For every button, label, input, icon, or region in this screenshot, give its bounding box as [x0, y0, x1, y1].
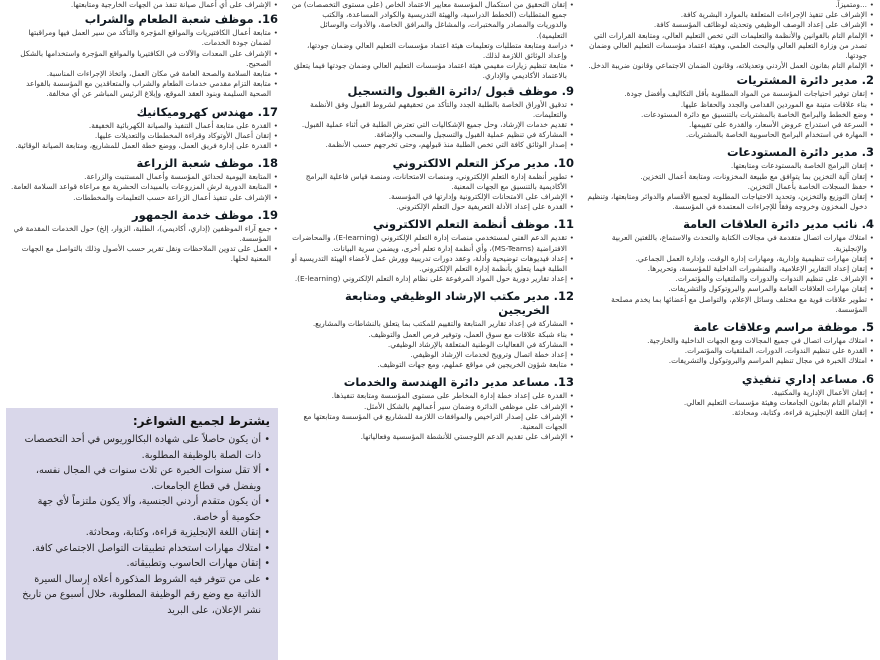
job-number: 5. — [861, 320, 874, 335]
duty-item: • القدرة على تنظيم الندوات، الدورات، الملتقيات والمؤتمرات. — [586, 346, 874, 356]
duty-item: • الإشراف على موظفي الدائرة وضمان سير أعمالهم بالشكل الأمثل. — [290, 402, 574, 412]
job-number: 16. — [257, 12, 278, 27]
duty-item: • تقديم الدعم الفني لمستخدمي منصات إدارة التعلم الإلكتروني (E-learning)، والمحاضرات الافتراضية (MS-Teams)، وأي أنظمة إدارة تعلم أخرى، ويضمن سرية البيانات. — [290, 233, 574, 253]
job-title: مدير دائرة المستودعات — [727, 145, 858, 160]
duty-item: • إتقان البرامج الخاصة بالمستودعات ومتابعتها. — [586, 161, 874, 171]
job-number: 17. — [257, 104, 278, 119]
duty-item: • الإشراف على أي أعمال صيانة تنفذ من الجهات الخارجية ومتابعتها. — [6, 0, 278, 10]
duty-item: • متابعة السلامة والصحة العامة في مكان العمل، واتخاذ الإجراءات المناسبة. — [6, 69, 278, 79]
job-title: مساعد إداري تنفيذي — [741, 371, 858, 386]
job-number: 11. — [553, 217, 574, 232]
column-middle — [284, 0, 580, 660]
job-section-3 — [586, 145, 874, 212]
job-title: موظفة مراسم وعلاقات عامة — [693, 320, 858, 335]
duty-item: • متابعة تنظيم زيارات مقيمي هيئة اعتماد مؤسسات التعليم العالي وضمان جودتها فيما يتعلق بالاعتماد الأكاديمي والإداري. — [290, 61, 574, 81]
job-title: مدير دائرة المشتريات — [736, 73, 858, 88]
duty-item: • الإشراف على تنظيم الندوات والدورات والملتقيات والمؤتمرات. — [586, 274, 874, 284]
section-1-continued — [586, 0, 874, 71]
job-section-18 — [6, 156, 278, 203]
requirement-item: • على من تتوفر فيه الشروط المذكورة أعلاه إرسال السيرة الذاتية مع وضع رقم الوظيفة المطلوبة، خلال أسبوع من تاريخ نشر الإعلان، على البريد — [14, 572, 270, 619]
duty-item: • الإلمام التام بقانون العمل الأردني وتعديلاته، وقانون الضمان الاجتماعي وقانون ضريبة الدخل. — [586, 61, 874, 71]
job-number: 19. — [257, 207, 278, 222]
job-number: 18. — [257, 156, 278, 171]
section-15-continued — [6, 0, 278, 10]
duty-item: • تقديم خدمات الإرشاد، وحل جميع الإشكاليات التي تعترض الطلبة في أثناء عملية القبول. — [290, 120, 574, 130]
duty-item: • إتقان التحقيق من استكمال المؤسسة معايير الاعتماد الخاص (على مستوى التخصصات) من جميع المتطلبات (الخطط الدراسية، والهيئة التدريسية والكوادر المساعدة، والكتب والدوريات والمصادر والمختبرات، والمشاغل والمرافق الخاصة، والأدوات والوسائل التعليمية). — [290, 0, 574, 41]
job-section-5 — [586, 320, 874, 367]
job-title: موظف قبول /دائرة القبول والتسجيل — [347, 83, 558, 98]
job-number: 10. — [553, 155, 574, 170]
job-title: موظف أنظمة التعلم الالكتروني — [372, 217, 550, 232]
duty-item: • متابعة أعمال الكافتيريات والمواقع المؤجرة والتأكد من سير العمل فيها ومراقبتها لضمان جودة الخدمات. — [6, 28, 278, 48]
job-title: مدير مكتب الإرشاد الوظيفي ومتابعة الخريجين — [345, 289, 550, 318]
duty-item: • القدرة على إدارة فريق العمل، ووضع خطة العمل للمشاريع، ومتابعة الصيانة الوقائية. — [6, 141, 278, 151]
job-number: 6. — [861, 371, 874, 386]
requirement-item: • ألا تقل سنوات الخبرة عن ثلاث سنوات في المجال نفسه، ويفضل في قطاع الجامعات. — [14, 463, 270, 494]
duty-item: • إتقان أعمال الأوتوكاد وقراءة المخططات والتعديلات عليها. — [6, 131, 278, 141]
duty-item: • إعداد تقارير دورية حول المواد المرفوعة على نظام إدارة التعلم الإلكتروني (E-learning). — [290, 274, 574, 284]
job-section-2 — [586, 73, 874, 140]
requirement-item: • إتقان مهارات الحاسوب وتطبيقاته. — [14, 556, 270, 572]
job-title: موظف شعبة الطعام والشراب — [84, 12, 254, 27]
duty-item: • المشاركة في تنظيم عملية القبول والتسجيل والسحب والإضافة. — [290, 130, 574, 140]
job-number: 13. — [553, 375, 574, 390]
duty-item: • امتلاك مهارات اتصال في جميع المجالات ومع الجهات الداخلية والخارجية. — [586, 336, 874, 346]
duty-item: • إصدار الوثائق كافة التي تخص الطلبة منذ قبولهم، وحتى تخرجهم حسب الأنظمة. — [290, 140, 574, 150]
duty-item: • الإلمام التام بقانون الجامعات وهيئة مؤسسات التعليم العالي. — [586, 398, 874, 408]
duty-item: • إعداد خطة اتصال وترويج لخدمات الإرشاد الوظيفي. — [290, 350, 574, 360]
section-8-continued — [290, 0, 574, 82]
duty-item: • المتابعة الدورية لرش المزروعات بالمبيدات الحشرية مع مراعاة قواعد السلامة العامة. — [6, 182, 278, 192]
duty-item: • الإشراف على تقديم الدعم اللوجستي للأنشطة المؤسسية وفعالياتها. — [290, 432, 574, 442]
duty-item: • إتقان اللغة الإنجليزية قراءة، وكتابة، ومحادثة. — [586, 408, 874, 418]
job-section-13 — [290, 375, 574, 442]
duty-item: • حفظ السجلات الخاصة بأعمال التخزين. — [586, 182, 874, 192]
job-title: مساعد مدير دائرة الهندسة والخدمات — [343, 375, 550, 390]
duty-item: • امتلاك الخبرة في مجال تنظيم المراسم والبروتوكول والتشريفات. — [586, 356, 874, 366]
duty-item: • إتقان مهارات تنظيمية وإدارية، ومهارات إدارة الوقت، وإدارة العمل الجماعي. — [586, 254, 874, 264]
duty-item: • الإشراف على تنفيذ أعمال الزراعة حسب التعليمات والمخططات. — [6, 193, 278, 203]
duty-item: • بناء شبكة علاقات مع سوق العمل، وتوفير فرص العمل والتوظيف. — [290, 330, 574, 340]
job-title: مدير مركز التعلم الالكتروني — [392, 155, 550, 170]
duty-item: • تطوير علاقات قوية مع مختلف وسائل الإعلام، والتواصل مع أعضائها بما يخدم مصلحة المؤسسة. — [586, 295, 874, 315]
duty-item: • الإشراف على تنفيذ الإجراءات المتعلقة بالموارد البشرية كافة. — [586, 10, 874, 20]
job-number: 12. — [553, 289, 574, 304]
duty-item: • الإشراف على الامتحانات الإلكترونية وإدارتها في المؤسسة. — [290, 192, 574, 202]
requirement-item: • إتقان اللغة الإنجليزية قراءة، وكتابة، ومحادثة. — [14, 525, 270, 541]
duty-item: • ...ومتميزاً. — [586, 0, 874, 10]
job-section-12 — [290, 289, 574, 370]
job-number: 2. — [861, 73, 874, 88]
duty-item: • إتقان التوزيع والتخزين، وتحديد الاحتياجات المطلوبة لجميع الأقسام والدوائر ومتابعتها، وتنظيم دخول المخزون وخروجه وفقاً للإجراءات المعتمدة في المؤسسة. — [586, 192, 874, 212]
job-number: 4. — [861, 217, 874, 232]
job-section-17 — [6, 105, 278, 152]
duty-item: • إعداد فيديوهات توضيحية وأدلة، وعقد دورات تدريبية وورش عمل لأعضاء الهيئة التدريسية أو الطلبة فيما يتعلق بأنظمة إدارة التعلم الإلكتروني. — [290, 254, 574, 274]
column-right — [580, 0, 880, 660]
duty-item: • متابعة التزام مقدمي خدمات الطعام والشراب والمتعاقدين مع المؤسسة بالقواعد الصحية السليمة وبنود العقد الموقع، وإبلاغ الرئيس المباشر عن أي مخالفة. — [6, 79, 278, 99]
duty-item: • إتقان مهارات العلاقات العامة والمراسم والبروتوكول والتشريفات. — [586, 284, 874, 294]
duty-item: • القدرة على إعداد الأدلة التعريفية حول التعلم الإلكتروني. — [290, 202, 574, 212]
duty-item: • العمل على تدوين الملاحظات ونقل تقرير حسب الأصول وذلك بالتواصل مع الجهات المعنية لحلها. — [6, 244, 278, 264]
job-section-4 — [586, 217, 874, 315]
job-title: نائب مدير دائرة العلاقات العامة — [683, 217, 858, 232]
job-title: مهندس كهروميكانيك — [136, 104, 254, 119]
duty-item: • المشاركة في إعداد تقارير المتابعة والتقييم للمكتب بما يتعلق بالنشاطات والمشاريع. — [290, 319, 574, 329]
duty-item: • المتابعة اليومية لحدائق المؤسسة وأعمال المستنبت والزراعة. — [6, 172, 278, 182]
job-title: موظف خدمة الجمهور — [132, 207, 254, 222]
duty-item: • إتقان إعداد التقارير الإعلامية، والمنشورات الداخلية للمؤسسة، وتحريرها. — [586, 264, 874, 274]
duty-item: • امتلاك مهارات اتصال متقدمة في مجالات الكتابة والتحدث والاستماع، باللغتين العربية والإنجليزية. — [586, 233, 874, 253]
requirement-item: • امتلاك مهارات استخدام تطبيقات التواصل الاجتماعي كافة. — [14, 541, 270, 557]
duty-item: • وضع الخطط والبرامج الخاصة بالمشتريات بالتنسيق مع دائرة المستودعات. — [586, 110, 874, 120]
duty-item: • المهارة في استخدام البرامج الحاسوبية الخاصة بالمشتريات. — [586, 130, 874, 140]
job-section-10 — [290, 156, 574, 213]
job-section-16 — [6, 12, 278, 99]
duty-item: • جمع آراء الموظفين (إداري، أكاديمي)، الطلبة، الزوار، إلخ) حول الخدمات المقدمة في المؤسسة. — [6, 224, 278, 244]
duty-item: • السرعة في استدراج عروض الأسعار، والقدرة على تقييمها. — [586, 120, 874, 130]
duty-item: • الإلمام التام بالقوانين والأنظمة والتعليمات التي تخص التعليم العالي، ومتابعة القرارات التي تصدر من وزارة التعليم العالي والبحث العلمي، وهيئة اعتماد مؤسسات التعليم العالي وضمان جودتها. — [586, 31, 874, 62]
duty-item: • بناء علاقات متينة مع الموردين القدامى والجدد والحفاظ عليها. — [586, 100, 874, 110]
requirement-item: • أن يكون متقدم أردني الجنسية، وألا يكون ملتزماً لأي جهة حكومية أو خاصة. — [14, 494, 270, 525]
duty-item: • الإشراف على إعداد الوصف الوظيفي وتحديثه لوظائف المؤسسة كافة. — [586, 20, 874, 30]
duty-item: • القدرة على متابعة أعمال التنفيذ والصيانة الكهربائية الخفيفة. — [6, 121, 278, 131]
job-section-19 — [6, 208, 278, 265]
requirements-box — [6, 408, 278, 660]
duty-item: • الإشراف على المعدات والآلات في الكافتيريا والمواقع المؤجرة واستخدامها بالشكل الصحيح. — [6, 49, 278, 69]
duty-item: • تطوير أنظمة إدارة التعلم الإلكتروني، ومنصات الامتحانات، ومنصة قياس فاعلية البرامج الأكاديمية بالتنسيق مع الجهات المعنية. — [290, 172, 574, 192]
requirements-title: يشترط لجميع الشواغر: — [132, 414, 270, 428]
duty-item: • دراسة ومتابعة متطلبات وتعليمات هيئة اعتماد مؤسسات التعليم العالي وضمان جودتها، وإعداد الوثائق اللازمة لذلك. — [290, 41, 574, 61]
duty-item: • تدقيق الأوراق الخاصة بالطلبة الجدد والتأكد من تحقيقهم لشروط القبول وفق الأنظمة والتعليمات. — [290, 100, 574, 120]
duty-item: • الإشراف على إصدار التراخيص والموافقات اللازمة للمشاريع في المؤسسة ومتابعتها مع الجهات المعنية. — [290, 412, 574, 432]
duty-item: • إتقان الأعمال الإدارية والمكتبية. — [586, 388, 874, 398]
job-number: 9. — [561, 83, 574, 98]
requirement-item: • أن يكون حاصلاً على شهادة البكالوريوس في أحد التخصصات ذات الصلة بالوظيفة المطلوبة. — [14, 432, 270, 463]
duty-item: • القدرة على إعداد خطة إدارة المخاطر على مستوى المؤسسة ومتابعة تنفيذها. — [290, 391, 574, 401]
job-number: 3. — [861, 145, 874, 160]
job-section-11 — [290, 217, 574, 284]
duty-item: • متابعة شؤون الخريجين في مواقع عملهم، ومع جهات التوظيف. — [290, 360, 574, 370]
job-section-9 — [290, 84, 574, 151]
duty-item: • إتقان آلية التخزين بما يتوافق مع طبيعة المخزونات، ومتابعة أعمال التخزين. — [586, 172, 874, 182]
duty-item: • إتقان توفير احتياجات المؤسسة من المواد المطلوبة بأقل التكاليف وأفضل جودة. — [586, 89, 874, 99]
job-title: موظف شعبة الزراعة — [136, 156, 254, 171]
job-section-6 — [586, 372, 874, 419]
duty-item: • المشاركة في الفعاليات الوطنية المتعلقة بالإرشاد الوظيفي. — [290, 340, 574, 350]
